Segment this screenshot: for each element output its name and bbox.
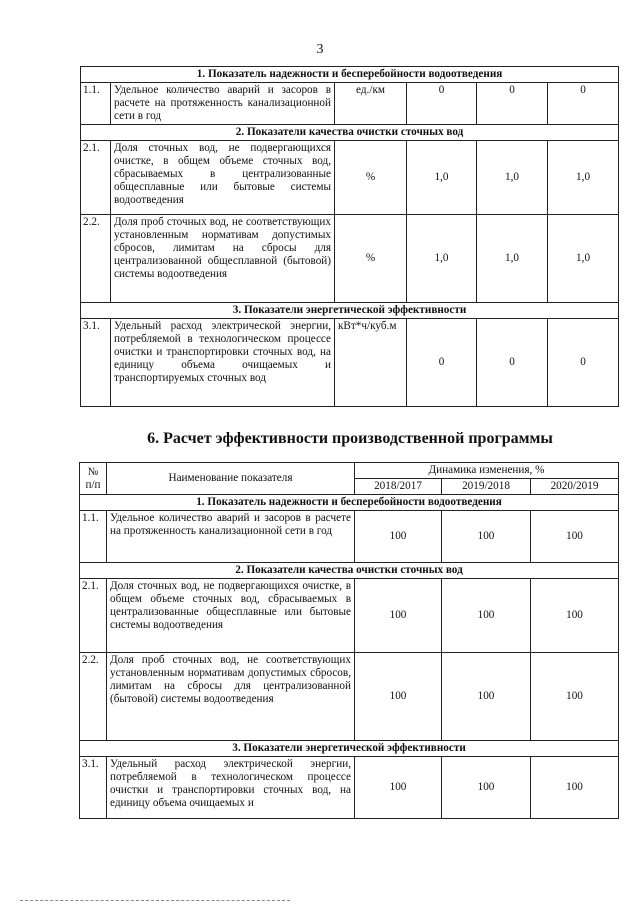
header-dynamics: Динамика изменения, % — [355, 463, 619, 479]
row-value-3: 100 — [531, 757, 619, 819]
row-value-2: 100 — [442, 757, 531, 819]
row-unit: % — [335, 141, 407, 215]
row-value-3: 0 — [548, 319, 619, 407]
indicators-table — [80, 66, 619, 407]
table-row — [81, 215, 619, 303]
efficiency-table — [79, 462, 619, 819]
row-number: 3.1. — [80, 757, 107, 819]
row-description: Удельное количество аварий и засоров в расчете на протяженность канализационной сети в год — [111, 83, 335, 125]
row-value-1: 100 — [355, 757, 442, 819]
header-row — [80, 463, 619, 479]
row-description: Доля сточных вод, не подвергающихся очистке, в общем объеме сточных вод, сбрасываемых в централизованные общесплавные или бытовые системы водоотведения — [111, 141, 335, 215]
row-number: 2.1. — [81, 141, 111, 215]
efficiency-table-body — [80, 463, 619, 819]
table-row — [80, 579, 619, 653]
section-title: 3. Показатели энергетической эффективности — [80, 741, 619, 757]
row-description: Удельный расход электрической энергии, потребляемой в технологическом процессе очистки и транспортировки сточных вод, на единицу объема очищаемых и — [107, 757, 355, 819]
row-value-1: 1,0 — [407, 141, 477, 215]
row-value-3: 1,0 — [548, 141, 619, 215]
header-year-3: 2020/2019 — [531, 479, 619, 495]
section-row — [80, 741, 619, 757]
row-value-1: 1,0 — [407, 215, 477, 303]
row-number: 2.1. — [80, 579, 107, 653]
row-value-2: 1,0 — [477, 141, 548, 215]
row-value-2: 0 — [477, 319, 548, 407]
row-value-1: 0 — [407, 83, 477, 125]
row-unit: % — [335, 215, 407, 303]
row-value-2: 100 — [442, 579, 531, 653]
table-row — [81, 83, 619, 125]
header-number: № п/п — [80, 463, 107, 495]
row-value-1: 100 — [355, 511, 442, 563]
row-value-2: 100 — [442, 511, 531, 563]
section-row — [80, 563, 619, 579]
footer-divider — [20, 900, 290, 901]
row-description: Удельный расход электрической энергии, потребляемой в технологическом процессе очистки и транспортировки сточных вод, на единицу объема очищаемых и транспортируемых сточных вод — [111, 319, 335, 407]
row-value-2: 0 — [477, 83, 548, 125]
row-value-3: 0 — [548, 83, 619, 125]
row-value-3: 100 — [531, 511, 619, 563]
table-row — [81, 141, 619, 215]
row-value-1: 100 — [355, 653, 442, 741]
row-value-1: 0 — [407, 319, 477, 407]
row-value-3: 100 — [531, 579, 619, 653]
page-number: 3 — [316, 42, 324, 57]
row-unit: кВт*ч/куб.м — [335, 319, 407, 407]
table-row — [80, 653, 619, 741]
row-number: 2.2. — [80, 653, 107, 741]
section-title: 2. Показатели качества очистки сточных вод — [81, 125, 619, 141]
indicators-table-body — [81, 67, 619, 407]
table-row — [80, 757, 619, 819]
row-description: Доля сточных вод, не подвергающихся очистке, в общем объеме сточных вод, сбрасываемых в централизованные общесплавные или бытовые системы водоотведения — [107, 579, 355, 653]
row-number: 1.1. — [80, 511, 107, 563]
row-value-3: 100 — [531, 653, 619, 741]
row-value-2: 100 — [442, 653, 531, 741]
row-unit: ед./км — [335, 83, 407, 125]
row-description: Доля проб сточных вод, не соответствующих установленным нормативам допустимых сбросов, лимитам на сбросы для централизованной (бытовой) системы водоотведения — [107, 653, 355, 741]
header-year-1: 2018/2017 — [355, 479, 442, 495]
section-title: 2. Показатели качества очистки сточных вод — [80, 563, 619, 579]
row-number: 2.2. — [81, 215, 111, 303]
section-title: 1. Показатель надежности и бесперебойности водоотведения — [81, 67, 619, 83]
section-row — [81, 67, 619, 83]
section-heading: 6. Расчет эффективности производственной программы — [147, 430, 553, 447]
section-row — [81, 303, 619, 319]
section-row — [81, 125, 619, 141]
row-number: 1.1. — [81, 83, 111, 125]
row-description: Удельное количество аварий и засоров в расчете на протяженность канализационной сети в год — [107, 511, 355, 563]
section-title: 3. Показатели энергетической эффективности — [81, 303, 619, 319]
row-description: Доля проб сточных вод, не соответствующих установленным нормативам допустимых сбросов, лимитам на сбросы для централизованной общесплавной (бытовой) системы водоотведения — [111, 215, 335, 303]
header-name: Наименование показателя — [107, 463, 355, 495]
table-row — [80, 511, 619, 563]
row-value-1: 100 — [355, 579, 442, 653]
section-title: 1. Показатель надежности и бесперебойности водоотведения — [80, 495, 619, 511]
header-year-2: 2019/2018 — [442, 479, 531, 495]
section-row — [80, 495, 619, 511]
row-value-3: 1,0 — [548, 215, 619, 303]
row-value-2: 1,0 — [477, 215, 548, 303]
row-number: 3.1. — [81, 319, 111, 407]
table-row — [81, 319, 619, 407]
